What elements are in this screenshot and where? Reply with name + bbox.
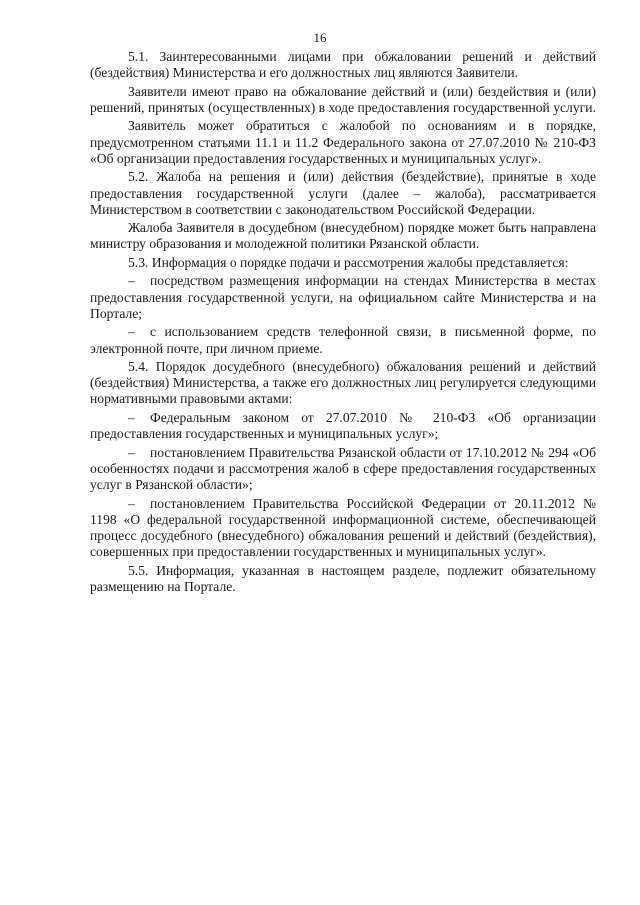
- list-item-text: постановлением Правительства Рязанской области от 17.10.2012 № 294 «Об особенностях подачи и рассмотрения жалоб в сфере предоставления государственных услуг в Рязанской области»;: [90, 444, 596, 493]
- list-dash: –: [128, 273, 135, 289]
- page-number: 16: [313, 30, 327, 45]
- list-dash: –: [128, 495, 135, 511]
- paragraph-5-2: 5.2. Жалоба на решения и (или) действия (бездействие), принятые в ходе предоставления государственной услуги (далее – жалоба), рассматривается Министерством в соответствии с законодательством Российской Федерации.: [90, 169, 596, 217]
- list-item-text: с использованием средств телефонной связи, в письменной форме, по электронной почте, при личном приеме.: [90, 324, 596, 356]
- paragraph-5-3: 5.3. Информация о порядке подачи и рассмотрения жалобы представляется:: [128, 254, 569, 270]
- document-body: [90, 49, 596, 597]
- list-item: [90, 273, 596, 322]
- paragraph-appeal-right: Заявители имеют право на обжалование действий и (или) бездействия и (или) решений, принятых (осуществленных) в ходе предоставления государственной услуги.: [90, 83, 596, 115]
- list-item: [90, 496, 596, 561]
- list-item: [90, 445, 596, 494]
- list-item-text: Федеральным законом от 27.07.2010 № 210-ФЗ «Об организации предоставления государственных и муниципальных услуг»;: [90, 409, 596, 442]
- list-item: [90, 324, 596, 356]
- paragraph-complaint-addressee: Жалоба Заявителя в досудебном (внесудебном) порядке может быть направлена министру образования и молодежной политики Рязанской области.: [90, 220, 596, 252]
- list-dash: –: [128, 324, 135, 340]
- list-item-text: посредством размещения информации на стендах Министерства в местах предоставления государственной услуги, на официальном сайте Министерства и на Портале;: [90, 273, 596, 321]
- paragraph-5-1: 5.1. Заинтересованными лицами при обжаловании решений и действий (бездействия) Министерства и его должностных лиц являются Заявители.: [90, 49, 596, 81]
- list-dash: –: [128, 444, 135, 460]
- paragraph-5-4: 5.4. Порядок досудебного (внесудебного) обжалования решений и действий (бездействия) Министерства, а также его должностных лиц регулируется следующими нормативными правовыми актами:: [90, 359, 596, 407]
- paragraph-appeal-grounds: Заявитель может обратиться с жалобой по основаниям и в порядке, предусмотренном статьями 11.1 и 11.2 Федерального закона от 27.07.2010 № 210-ФЗ «Об организации предоставления государственных и муниципальных услуг».: [90, 118, 596, 166]
- list-item-text: постановлением Правительства Российской Федерации от 20.11.2012 № 1198 «О федеральной государственной информационной системе, обеспечивающей процесс досудебного (внесудебного) обжалования решений и действий (бездействия), совершенных при предоставлении государственных и муниципальных услуг».: [90, 495, 596, 560]
- list-dash: –: [128, 409, 135, 425]
- paragraph-5-5: 5.5. Информация, указанная в настоящем разделе, подлежит обязательному размещению на Портале.: [90, 562, 596, 594]
- list-item: [90, 410, 596, 442]
